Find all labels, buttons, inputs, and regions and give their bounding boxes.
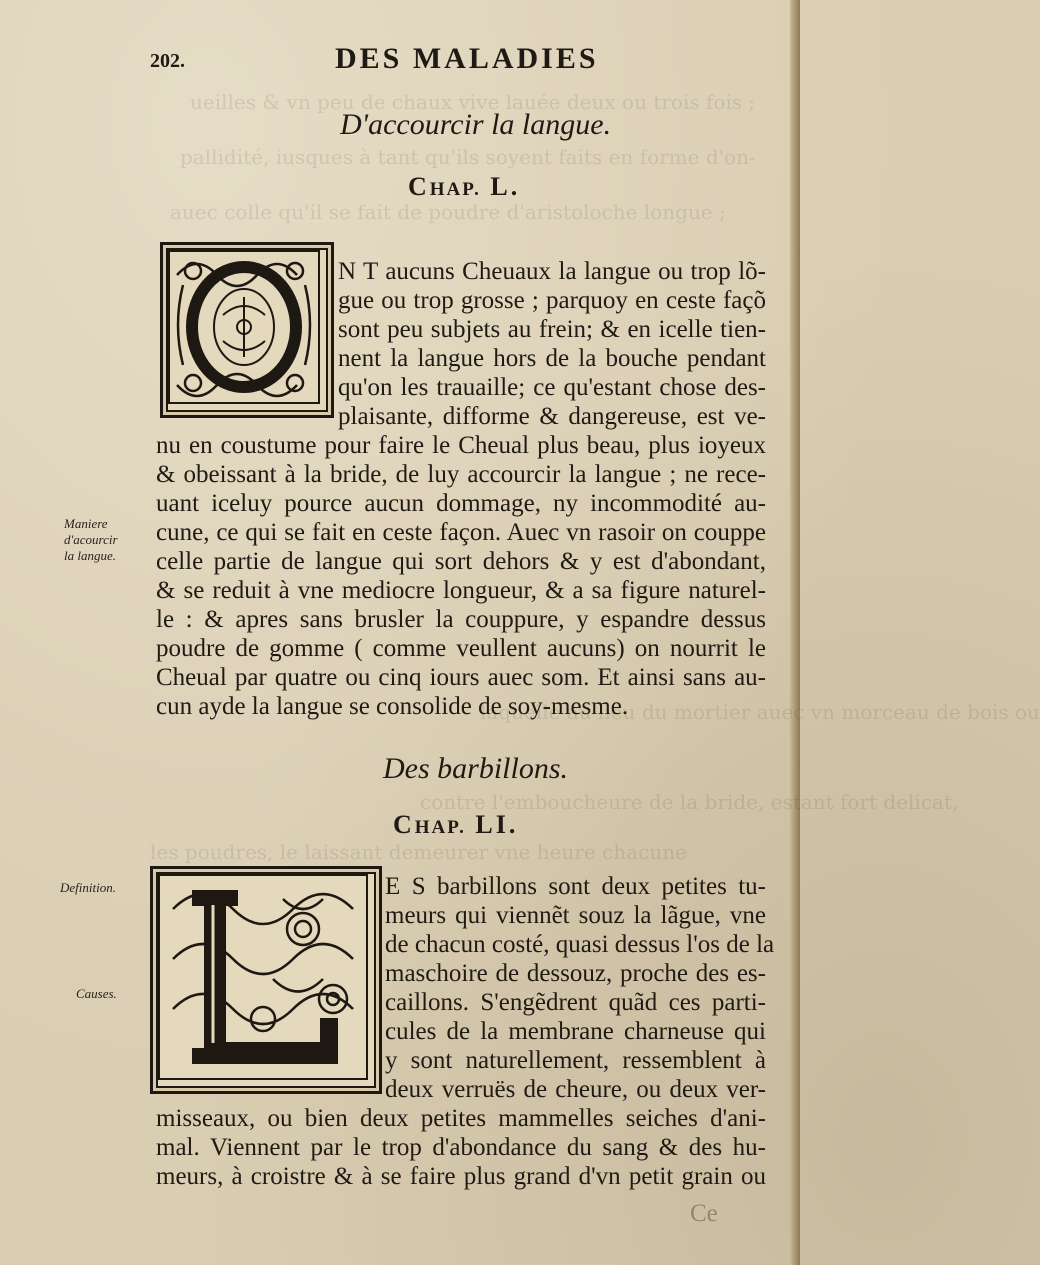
text-line: Cheual par quatre ou cinq iours auec som. Et ainsi sans au- [156, 664, 766, 691]
chapter-label: HAP. [414, 817, 466, 838]
page-edge [790, 0, 800, 1265]
bleed-through-text: ueilles & vn peu de chaux vive lauée deux ou trois fois ; [190, 90, 756, 114]
text-line: caillons. S'engẽdrent quãd ces parti- [385, 989, 766, 1016]
chapter-numeral: LI. [475, 810, 519, 839]
text-line: gue ou trop grosse ; parquoy en ceste façõ [338, 287, 766, 314]
margin-note-definition: Definition. [60, 880, 116, 895]
chapter-label: HAP. [429, 179, 481, 200]
chapter-numeral: L. [490, 172, 521, 201]
text-line: N T aucuns Cheuaux la langue ou trop lõ- [338, 258, 766, 285]
text-line: maschoire de dessouz, proche des es- [385, 960, 766, 987]
text-line: cun ayde la langue se consolide de soy-mesme. [156, 693, 629, 720]
text-line: le : & apres sans brusler la couppure, y espandre dessus [156, 606, 766, 633]
margin-note-line: d'acourcir [64, 532, 118, 547]
section-title-barbillons: Des barbillons. [383, 752, 569, 785]
text-line: meurs, à croistre & à se faire plus grand d'vn petit grain ou [156, 1163, 766, 1190]
text-line: cune, ce qui se fait en ceste façon. Auec vn rasoir on couppe [156, 519, 766, 546]
text-line: sont peu subjets au frein; & en icelle tien- [338, 316, 766, 343]
bleed-through-text: laquelle au lieu du mortier auec vn morceau de bois ou [480, 700, 1040, 724]
text-line: nent la langue hors de la bouche pendant [338, 345, 766, 372]
text-line: cules de la membrane charneuse qui [385, 1018, 766, 1045]
bleed-through-text: les poudres, le laissant demeurer vne heure chacune [150, 840, 687, 864]
chapter-prefix: C [393, 810, 415, 839]
text-line: & obeissant à la bride, de luy accourcir la langue ; ne rece- [156, 461, 766, 488]
text-line: de chacun costé, quasi dessus l'os de la [385, 931, 775, 958]
running-title: DES MALADIES [335, 42, 599, 75]
text-line: poudre de gomme ( comme veullent aucuns) on nourrit le [156, 635, 766, 662]
text-line: deux verruës de cheure, ou deux ver- [385, 1076, 766, 1103]
text-line: misseaux, ou bien deux petites mammelles seiches d'ani- [156, 1105, 766, 1132]
ornate-initial-l [150, 866, 382, 1094]
chapter-prefix: C [408, 172, 430, 201]
margin-note-line: Maniere [64, 516, 108, 531]
margin-note-maniere [64, 516, 118, 564]
page-header [150, 40, 750, 76]
text-line: meurs qui viennẽt souz la lãgue, vne [385, 902, 766, 929]
text-line: nu en coustume pour faire le Cheual plus beau, plus ioyeux [156, 432, 766, 459]
chapter-heading-l [408, 172, 520, 202]
text-line: & se reduit à vne mediocre longueur, & a sa figure naturel- [156, 577, 766, 604]
text-line: uant iceluy pource aucun dommage, ny incommodité au- [156, 490, 766, 517]
text-line: y sont naturellement, ressemblent à [385, 1047, 766, 1074]
text-line: mal. Viennent par le trop d'abondance du sang & des hu- [156, 1134, 766, 1161]
bleed-through-text: pallidité, iusques à tant qu'ils soyent faits en forme d'on- [180, 145, 756, 169]
initial-o-ornament-icon [163, 245, 325, 409]
bleed-through-text: auec colle qu'il se fait de poudre d'aristoloche longue ; [170, 200, 726, 224]
chapter-heading-li [393, 810, 518, 840]
bleed-through-text: contre l'emboucheure de la bride, estant fort delicat, [420, 790, 959, 814]
margin-note-line: la langue. [64, 548, 116, 563]
text-line: plaisante, difforme & dangereuse, est ve- [338, 403, 766, 430]
text-line: celle partie de langue qui sort dehors & y est d'abondant, [156, 548, 766, 575]
text-line: E S barbillons sont deux petites tu- [385, 873, 766, 900]
text-line: qu'on les trauaille; ce qu'estant chose des- [338, 374, 766, 401]
catchword: Ce [690, 1200, 718, 1227]
margin-note-causes: Causes. [76, 986, 117, 1001]
ornate-initial-o [160, 242, 334, 418]
section-title-accourcir: D'accourcir la langue. [340, 108, 612, 141]
initial-l-ornament-icon [153, 869, 373, 1085]
page-number: 202. [150, 50, 185, 72]
